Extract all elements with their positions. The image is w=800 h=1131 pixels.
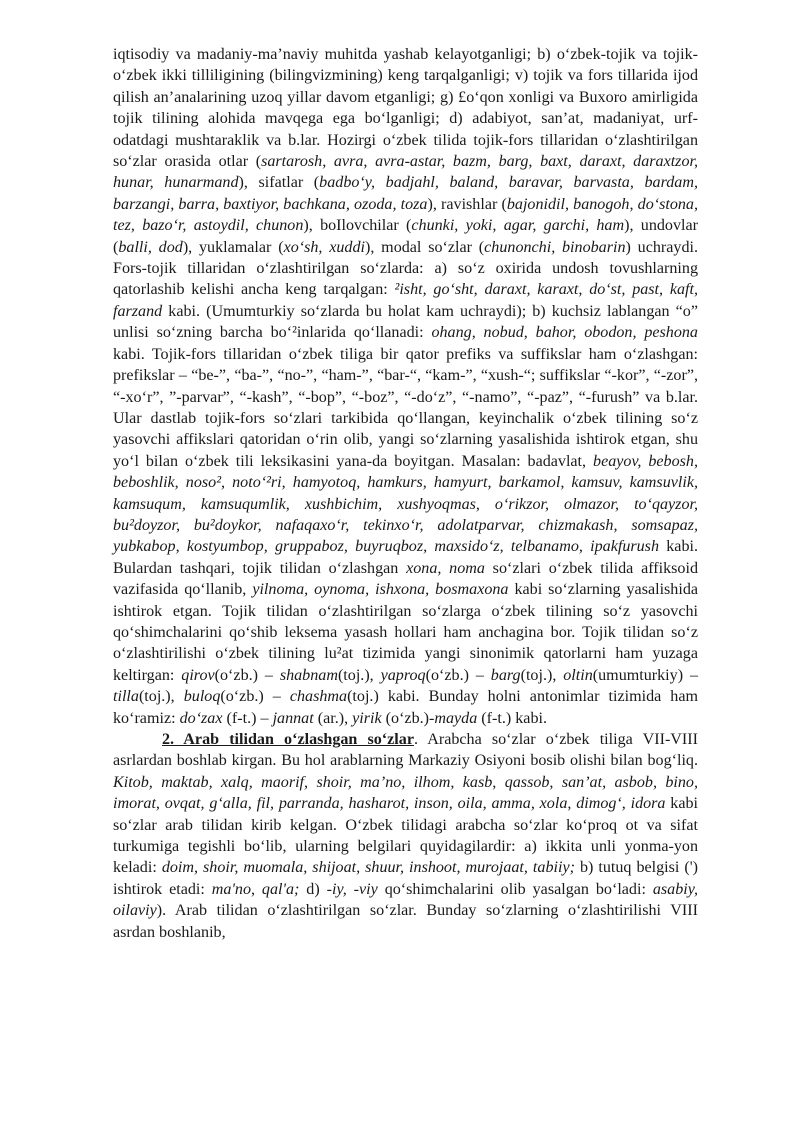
italic-example-run: sartarosh, avra, avra-astar, bazm, barg, baxt, daraxt, daraxtzor, hunar, hunarmand bbox=[113, 153, 698, 192]
paragraph-arabic-loanwords bbox=[113, 729, 698, 943]
text-run: (toj.), bbox=[337, 666, 381, 684]
italic-example-run: shabnam bbox=[279, 666, 338, 684]
italic-example-run: jannat bbox=[272, 709, 314, 727]
text-run: (toj.), bbox=[138, 688, 184, 706]
italic-example-run: chashma bbox=[289, 688, 348, 706]
italic-example-run: ²isht, go‘sht, daraxt, karaxt, do‘st, past, kaft, farzand bbox=[113, 281, 698, 320]
text-run: (o‘zb.)- bbox=[381, 709, 435, 727]
italic-example-run: ohang, nobud, bahor, obodon, peshona bbox=[431, 324, 698, 342]
text-run: (toj.) kabi. Bunday holni antonimlar tizimida ham ko‘ramiz: bbox=[113, 688, 699, 727]
text-run: ), yuklamalar ( bbox=[182, 238, 284, 256]
text-run: (ar.), bbox=[313, 709, 353, 727]
text-run: ), undovlar ( bbox=[113, 217, 698, 256]
paragraph-persian-tajik-loanwords bbox=[113, 44, 698, 729]
italic-example-run: balli, dod bbox=[118, 238, 183, 256]
text-run: (f-t.) kabi. bbox=[477, 709, 547, 727]
text-run: (umumturkiy) – bbox=[592, 666, 698, 684]
text-run: kabi. Tojik-fors tillaridan o‘zbek tiliga bir qator prefiks va suffikslar ham o‘zlashgan: prefikslar – “be-”, “ba-”, “no-”, “ham-”, “bar-“, “kam-”, “xush-“; suffikslar “-kor”, “-zor”, “-xo‘r”, ”-parvar”, “-kash”, “-bop”, “-boz”, “-do‘z”, “-namo”, “-paz”, “-furush” va b.lar. Ular dastlab tojik-fors so‘zlari tarkibida qo‘llangan, keyinchalik o‘zbek tilining so‘z yasovchi affikslari qatoridan o‘rin olib, yangi so‘zlarning yasalishida ishtirok etgan, shu yo‘l bilan o‘zbek tili leksikasini yana-da boyitgan. Masalan: badavlat, bbox=[113, 345, 698, 470]
italic-example-run: Kitob, maktab, xalq, maorif, shoir, ma’no, ilhom, kasb, qassob, san’at, asbob, bino, imorat, ovqat, g‘alla, fil, parranda, hasharot, inson, oila, amma, xola, dimog‘, idora bbox=[113, 773, 698, 813]
italic-example-run: beayov, bebosh, beboshlik, noso², noto‘²ri, hamyotoq, hamkurs, hamyurt, barkamol, kamsuv, kamsuvlik, kamsuqum, kamsuqumlik, xushbichim, xushyoqmas, o‘rikzor, olmazor, to‘qayzor, bu²doyzor, bu²doykor, nafaqaxo‘r, tekinxo‘r, adolatparvar, chizmakash, somsapaz, yubkabop, kostyumbop, gruppaboz, buyruqboz, maxsido‘z, telbanamo, ipakfurush bbox=[113, 452, 698, 556]
text-run: ), modal so‘zlar ( bbox=[365, 238, 485, 256]
italic-example-run: ma'no, qal'a; bbox=[211, 880, 300, 898]
italic-example-run: buloq bbox=[183, 688, 221, 706]
italic-example-run: yaproq bbox=[380, 666, 426, 684]
text-run: kabi so‘zlar arab tilidan kirib kelgan. O‘zbek tilidagi arabcha so‘zlar ko‘proq ot va sifat turkumiga tegishli bo‘lib, ularning belgilari quyidagilardir: a) ikkita unli yonma-yon keladi: bbox=[113, 795, 698, 877]
section-heading: 2. Arab tilidan o‘zlashgan so‘zlar bbox=[162, 731, 414, 748]
text-run: ), sifatlar ( bbox=[238, 174, 320, 192]
text-run: (o‘zb.) – bbox=[220, 688, 290, 706]
italic-example-run: qirov bbox=[181, 666, 215, 684]
text-run: (f-t.) – bbox=[222, 709, 273, 727]
italic-example-run: tilla bbox=[113, 688, 139, 706]
italic-example-run: oltin bbox=[563, 666, 593, 684]
text-run: (o‘zb.) – bbox=[214, 666, 280, 684]
text-run: (toj.), bbox=[520, 666, 564, 684]
text-run: d) bbox=[299, 880, 327, 898]
text-run: kabi. (Umumturkiy so‘zlarda bu holat kam uchraydi); b) kuchsiz lablangan “o” unlisi so‘zning barcha bo‘²inlarida qo‘llanadi: bbox=[113, 302, 698, 342]
italic-example-run: asabiy, oilaviy bbox=[113, 880, 699, 920]
italic-example-run: chunki, yoki, agar, garchi, ham bbox=[411, 217, 625, 235]
text-run: kabi. Bulardan tashqari, tojik tilidan o‘zlashgan bbox=[113, 538, 698, 577]
italic-example-run: yilnoma, oynoma, ishxona, bosmaxona bbox=[252, 581, 509, 599]
italic-example-run: bajonidil, banogoh, do‘stona, tez, bazo‘r, astoydil, chunon bbox=[113, 195, 698, 235]
italic-example-run: badbo‘y, badjahl, baland, baravar, barvasta, bardam, barzangi, barra, baxtiyor, bachkana, ozoda, toza bbox=[113, 174, 698, 213]
text-run: (o‘zb.) – bbox=[425, 666, 491, 684]
text-run: ), ravishlar ( bbox=[427, 195, 507, 213]
italic-example-run: -iy, -viy bbox=[326, 880, 378, 898]
italic-example-run: do‘zax bbox=[179, 709, 223, 727]
italic-example-run: xo‘sh, xuddi bbox=[283, 238, 365, 256]
text-run: ). Arab tilidan o‘zlashtirilgan so‘zlar. Bunday so‘zlarning o‘zlashtirilishi VIII asrdan boshlanib, bbox=[113, 902, 698, 941]
document-page bbox=[113, 44, 698, 943]
italic-example-run: doim, shoir, muomala, shijoat, shuur, inshoot, murojaat, tabiiy; bbox=[161, 859, 575, 877]
italic-example-run: chunonchi, binobarin bbox=[484, 238, 626, 256]
text-run: kabi so‘zlarning yasalishida ishtirok etgan. Tojik tilidan o‘zlashtirilgan so‘zlarga o‘zbek tilining so‘z yasovchi qo‘shimchalarini qo‘shib leksema yasash hollari ham anchagina bor. Tojik tilidan so‘z o‘zlashtirilishi o‘zbek tilining lu²at tizimida yangi sinonimik qatorlarni ham yuzaga keltirgan: bbox=[113, 581, 699, 684]
text-run: ), boIlovchilar ( bbox=[303, 217, 412, 235]
text-run: b) tutuq belgisi (') ishtirok etadi: bbox=[113, 859, 699, 898]
text-run: . Arabcha so‘zlar o‘zbek tiliga VII-VIII asrlardan boshlab kirgan. Bu hol arablarning Markaziy Osiyoni bosib olishi bilan bog‘liq. bbox=[113, 731, 699, 770]
text-run: qo‘shimchalarini olib yasalgan bo‘ladi: bbox=[377, 880, 653, 898]
text-run: ) uchraydi. Fors-tojik tillaridan o‘zlashtirilgan so‘zlarda: a) so‘z oxirida undosh tovushlarning qatorlashib kelishi ancha keng tarqalgan: bbox=[113, 238, 698, 299]
italic-example-run: xona, noma bbox=[406, 559, 485, 577]
italic-example-run: barg bbox=[490, 666, 521, 684]
italic-example-run: mayda bbox=[434, 709, 478, 727]
text-run: so‘zlari o‘zbek tilida affiksoid vazifasida qo‘llanib, bbox=[113, 559, 698, 599]
italic-example-run: yirik bbox=[352, 709, 382, 727]
text-run: iqtisodiy va madaniy-ma’naviy muhitda yashab kelayotganligi; b) o‘zbek-tojik va tojik-o‘zbek ikki tilliligining (bilingvizmining) keng tarqalganligi; v) tojik va fors tillarida ijod qilish an’analarining uzoq yillar davom etganligi; g) £o‘qon xonligi va Buxoro amirligida tojik tilining alohida mavqega ega bo‘lganligi; d) adabiyot, san’at, madaniyat, urf-odatdagi mushtaraklik va b.lar. Hozirgi o‘zbek tilida tojik-fors tillaridan o‘zlashtirilgan so‘zlar orasida otlar ( bbox=[113, 46, 698, 171]
